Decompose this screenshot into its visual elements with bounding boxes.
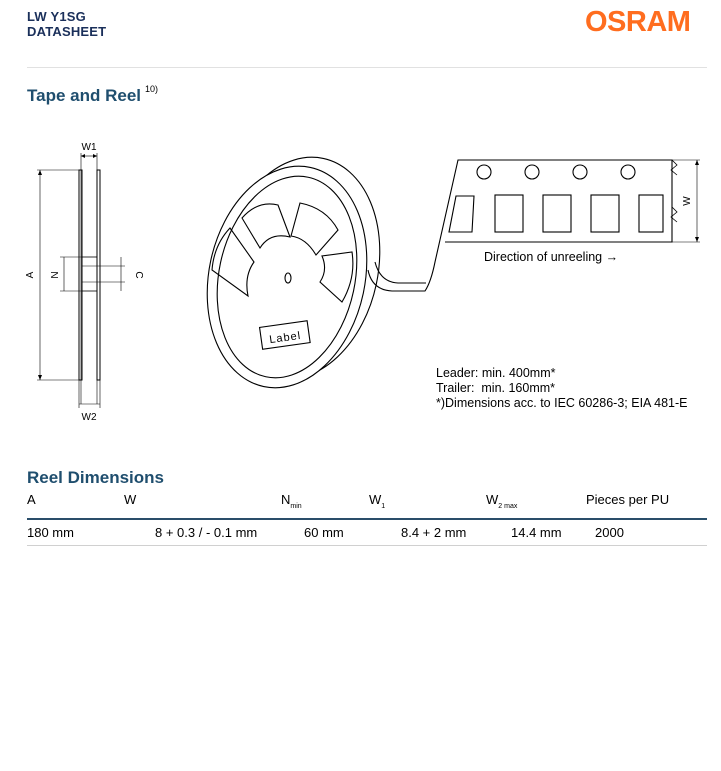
dimensions-standard-note: *)Dimensions acc. to IEC 60286-3; EIA 481-E [436, 396, 688, 410]
cell-n-min: 60 mm [304, 525, 344, 540]
header-divider [27, 67, 707, 68]
col-header-a: A [27, 492, 36, 507]
table-header-rule [27, 518, 707, 520]
col-header-n-min: $N_{min}$ [281, 492, 302, 510]
col-header-w2-max: $W_{2 max}$ [486, 492, 518, 510]
tape-reel-title: Tape and Reel [27, 86, 141, 105]
dim-w2: W2 [81, 412, 97, 423]
leader-note: Leader: min. 400mm* [436, 366, 556, 380]
reel-label-text: Label [268, 329, 302, 347]
cell-w: 8 + 0.3 / - 0.1 mm [155, 525, 258, 540]
reel-dimensions-title: Reel Dimensions [27, 468, 164, 487]
reel-side-view [37, 153, 125, 408]
document-type: DATASHEET [27, 24, 107, 39]
col-header-w: W [124, 492, 137, 507]
cell-a: 180 mm [27, 525, 74, 540]
footnote-ref: 10) [145, 84, 159, 94]
dim-n: N [50, 271, 61, 279]
trailer-note: Trailer: min. 160mm* [436, 381, 556, 395]
direction-of-unreeling: Direction of unreeling → [484, 250, 619, 264]
tape-reel-heading [27, 84, 158, 106]
tape-reel-drawing [0, 130, 721, 430]
reel-perspective [187, 142, 700, 403]
dim-w: W [682, 196, 693, 206]
product-name: LW Y1SG [27, 9, 86, 24]
dim-a: A [25, 271, 36, 279]
col-header-pieces-per-pu: Pieces per PU [586, 492, 670, 507]
cell-pieces-per-pu: 2000 [595, 525, 624, 540]
table-bottom-rule [27, 545, 707, 546]
cell-w2-max: 14.4 mm [511, 525, 562, 540]
osram-logo: OSRAM [585, 6, 691, 38]
dim-w1: W1 [81, 142, 97, 153]
dim-c: C [133, 271, 144, 279]
col-header-w1: $W_1$ [369, 492, 386, 510]
cell-w1: 8.4 + 2 mm [401, 525, 467, 540]
